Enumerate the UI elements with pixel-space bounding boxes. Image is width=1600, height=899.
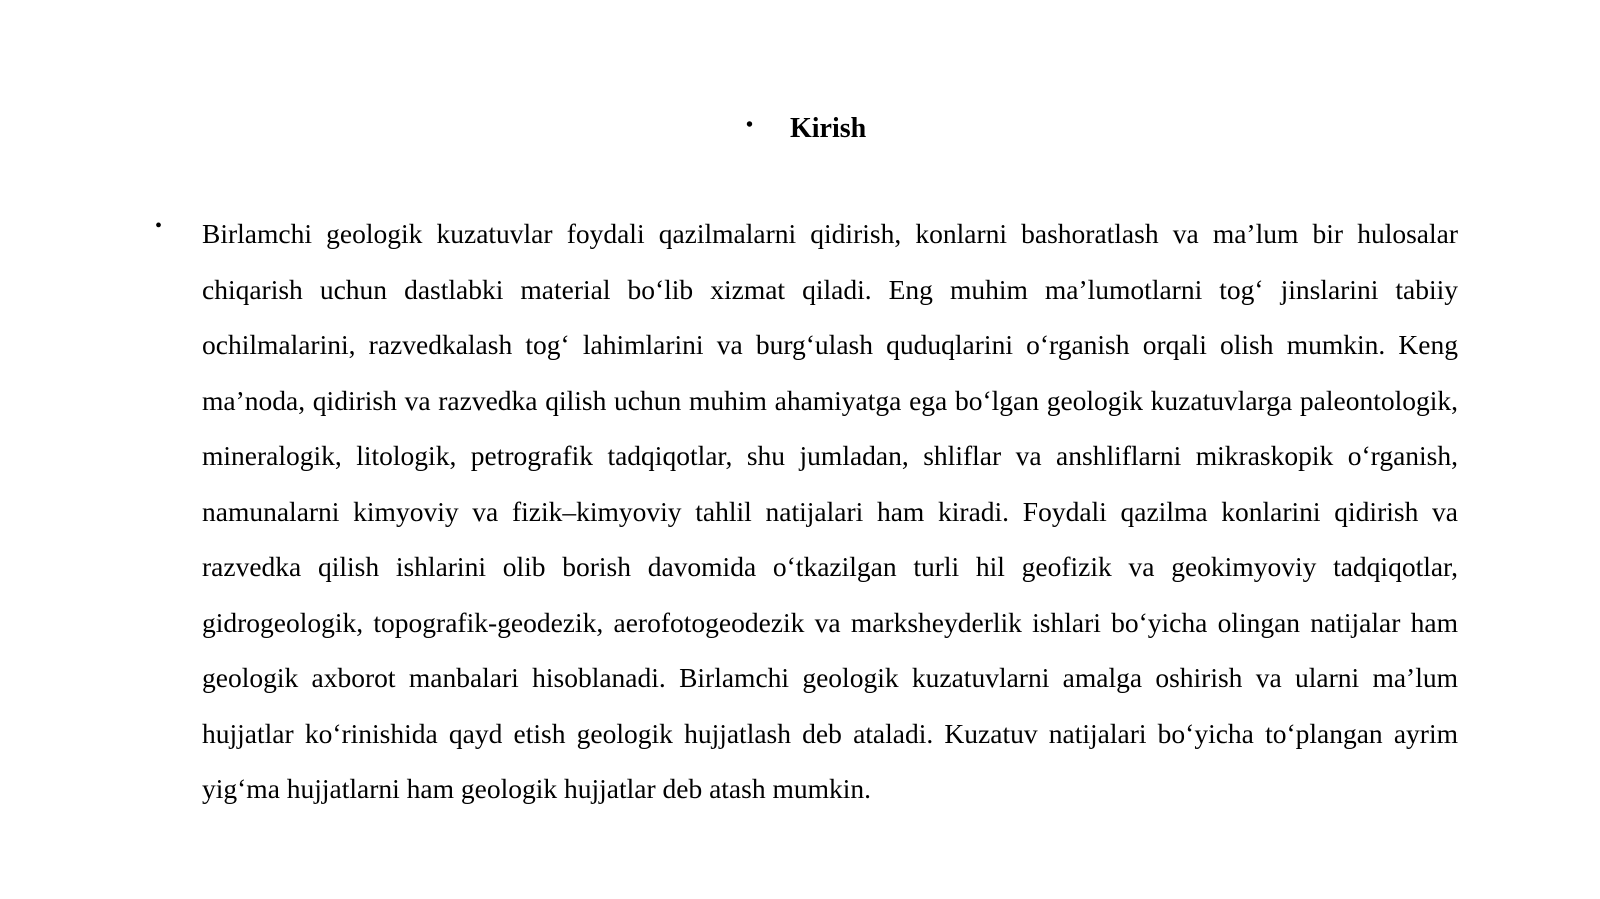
body-bullet: • [155,215,163,237]
body-paragraph: Birlamchi geologik kuzatuvlar foydali qazilmalarni qidirish, konlarni bashoratlash va ma’lum bir hulosalar chiqarish uchun dastlabki material bo‘lib xizmat qiladi. Eng muhim ma’lumotlarni tog‘ jinslarini tabiiy ochilmalarini, razvedkalash tog‘ lahimlarini va burg‘ulash quduqlarini o‘rganish orqali olish mumkin. Keng ma’noda, qidirish va razvedka qilish uchun muhim ahamiyatga ega bo‘lgan geologik kuzatuvlarga paleontologik, mineralogik, litologik, petrografik tadqiqotlar, shu jumladan, shliflar va anshliflarni mikraskopik o‘rganish, namunalarni kimyoviy va fizik–kimyoviy tahlil natijalari ham kiradi. Foydali qazilma konlarini qidirish va razvedka qilish ishlarini olib borish davomida o‘tkazilgan turli hil geofizik va geokimyoviy tadqiqotlar, gidrogeologik, topografik-geodezik, aerofotogeodezik va marksheyderlik ishlari bo‘yicha olingan natijalar ham geologik axborot manbalari hisoblanadi. Birlamchi geologik kuzatuvlarni amalga oshirish va ularni ma’lum hujjatlar ko‘rinishida qayd etish geologik hujjatlash deb ataladi. Kuzatuv natijalari bo‘yicha to‘plangan ayrim yig‘ma hujjatlarni ham geologik hujjatlar deb atash mumkin. [202,218,1458,804]
title-bullet: • [746,114,754,136]
title-text: Kirish [790,113,867,144]
